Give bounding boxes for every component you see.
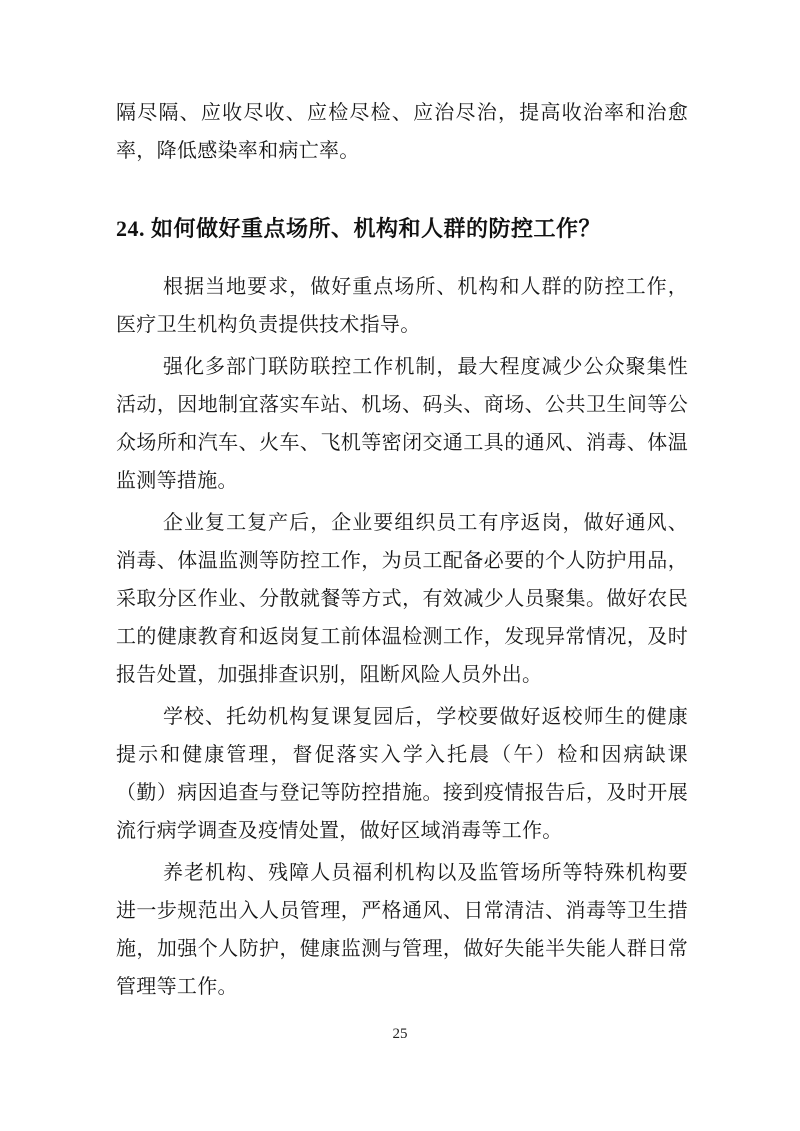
paragraph-2: 强化多部门联防联控工作机制，最大程度减少公众聚集性活动，因地制宜落实车站、机场、码头、商场、公共卫生间等公众场所和汽车、火车、飞机等密闭交通工具的通风、消毒、体温监测等措施。 xyxy=(116,356,688,492)
paragraph-continuation: 隔尽隔、应收尽收、应检尽检、应治尽治，提高收治率和治愈率，降低感染率和病亡率。 xyxy=(116,102,688,162)
page-content xyxy=(116,94,688,1006)
paragraph-4: 学校、托幼机构复课复园后，学校要做好返校师生的健康提示和健康管理，督促落实入学入托晨（午）检和因病缺课（勤）病因追查与登记等防控措施。接到疫情报告后，及时开展流行病学调查及疫情处置，做好区域消毒等工作。 xyxy=(116,706,688,842)
paragraph-3: 企业复工复产后，企业要组织员工有序返岗，做好通风、消毒、体温监测等防控工作，为员工配备必要的个人防护用品，采取分区作业、分散就餐等方式，有效减少人员聚集。做好农民工的健康教育和返岗复工前体温检测工作，发现异常情况，及时报告处置，加强排查识别，阻断风险人员外出。 xyxy=(116,512,688,686)
paragraph-5: 养老机构、残障人员福利机构以及监管场所等特殊机构要进一步规范出入人员管理，严格通风、日常清洁、消毒等卫生措施，加强个人防护，健康监测与管理，做好失能半失能人群日常管理等工作。 xyxy=(116,862,688,998)
section-heading: 24. 如何做好重点场所、机构和人群的防控工作？ xyxy=(116,216,602,241)
paragraph-1: 根据当地要求，做好重点场所、机构和人群的防控工作，医疗卫生机构负责提供技术指导。 xyxy=(116,276,688,336)
page-number: 25 xyxy=(392,1026,408,1042)
